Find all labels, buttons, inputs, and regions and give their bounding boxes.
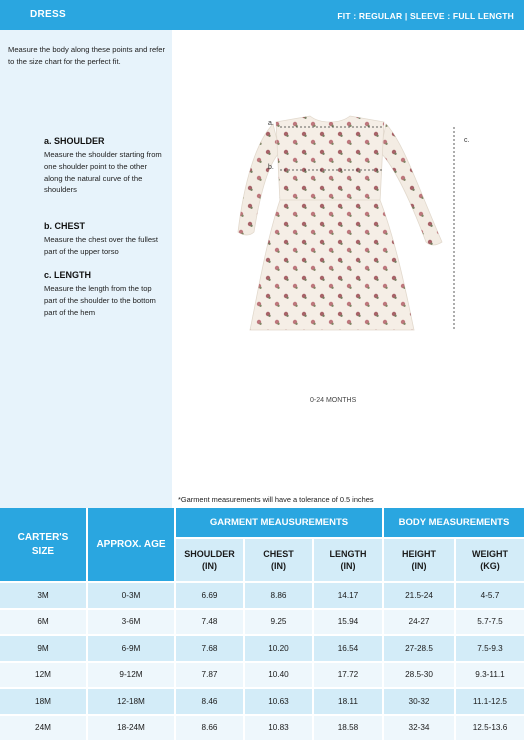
weight-cell: 5.7-7.5 <box>456 610 524 635</box>
length-cell: 18.11 <box>314 689 382 714</box>
size-cell: 9M <box>0 636 86 661</box>
col-age-header: APPROX. AGE <box>88 508 174 581</box>
weight-cell: 9.3-11.1 <box>456 663 524 688</box>
weight-col-header: WEIGHT (KG) <box>456 539 524 581</box>
intro-text: Measure the body along these points and refer to the size chart for the perfect fit. <box>8 45 166 66</box>
age-cell: 18-24M <box>88 716 174 741</box>
age-cell: 6-9M <box>88 636 174 661</box>
shoulder-cell: 6.69 <box>176 583 243 608</box>
age-cell: 3-6M <box>88 610 174 635</box>
shoulder-cell: 8.46 <box>176 689 243 714</box>
size-cell: 24M <box>0 716 86 741</box>
shoulder-cell: 7.48 <box>176 610 243 635</box>
chest-title: b. CHEST <box>44 221 86 231</box>
length-marker: c. <box>464 137 470 144</box>
dress-illustration <box>228 112 458 342</box>
chest-cell: 10.20 <box>245 636 312 661</box>
shoulder-marker: a. <box>268 120 274 127</box>
length-cell: 17.72 <box>314 663 382 688</box>
shoulder-section <box>44 136 166 196</box>
age-cell: 0-3M <box>88 583 174 608</box>
height-cell: 30-32 <box>384 689 454 714</box>
col-size-header: CARTER'S SIZE <box>0 508 86 581</box>
weight-cell: 12.5-13.6 <box>456 716 524 741</box>
length-desc: Measure the length from the top part of the shoulder to the bottom part of the hem <box>44 284 156 317</box>
guide-sidebar <box>0 30 172 508</box>
chest-desc: Measure the chest over the fullest part of the upper torso <box>44 235 158 256</box>
height-cell: 28.5-30 <box>384 663 454 688</box>
shoulder-desc: Measure the shoulder starting from one shoulder point to the other along the natural curve of the shoulders <box>44 150 162 195</box>
chest-marker: b. <box>268 164 274 171</box>
chest-cell: 10.63 <box>245 689 312 714</box>
fit-info: FIT : REGULAR | SLEEVE : FULL LENGTH <box>337 11 514 21</box>
age-cell: 9-12M <box>88 663 174 688</box>
weight-cell: 7.5-9.3 <box>456 636 524 661</box>
chest-cell: 10.40 <box>245 663 312 688</box>
height-cell: 32-34 <box>384 716 454 741</box>
age-cell: 12-18M <box>88 689 174 714</box>
header-bar <box>0 0 524 30</box>
size-cell: 18M <box>0 689 86 714</box>
age-range-label: 0-24 MONTHS <box>310 397 357 404</box>
length-cell: 15.94 <box>314 610 382 635</box>
shoulder-cell: 7.68 <box>176 636 243 661</box>
height-col-header: HEIGHT (IN) <box>384 539 454 581</box>
shoulder-title: a. SHOULDER <box>44 136 105 146</box>
chest-col-header: CHEST (IN) <box>245 539 312 581</box>
garment-group-header: GARMENT MEAUSUREMENTS <box>176 508 382 537</box>
chest-cell: 9.25 <box>245 610 312 635</box>
product-title: DRESS <box>30 9 66 20</box>
tolerance-note: *Garment measurements will have a tolerance of 0.5 inches <box>178 495 374 504</box>
size-cell: 6M <box>0 610 86 635</box>
chest-cell: 10.83 <box>245 716 312 741</box>
weight-cell: 11.1-12.5 <box>456 689 524 714</box>
shoulder-col-header: SHOULDER (IN) <box>176 539 243 581</box>
height-cell: 24-27 <box>384 610 454 635</box>
chest-cell: 8.86 <box>245 583 312 608</box>
weight-cell: 4-5.7 <box>456 583 524 608</box>
length-section <box>44 270 166 318</box>
height-cell: 27-28.5 <box>384 636 454 661</box>
length-cell: 18.58 <box>314 716 382 741</box>
height-cell: 21.5-24 <box>384 583 454 608</box>
shoulder-cell: 7.87 <box>176 663 243 688</box>
shoulder-cell: 8.66 <box>176 716 243 741</box>
size-chart-table <box>0 508 524 741</box>
size-cell: 12M <box>0 663 86 688</box>
length-cell: 14.17 <box>314 583 382 608</box>
size-cell: 3M <box>0 583 86 608</box>
chest-section <box>44 221 166 258</box>
length-col-header: LENGTH (IN) <box>314 539 382 581</box>
length-cell: 16.54 <box>314 636 382 661</box>
length-title: c. LENGTH <box>44 270 92 280</box>
body-group-header: BODY MEASUREMENTS <box>384 508 524 537</box>
